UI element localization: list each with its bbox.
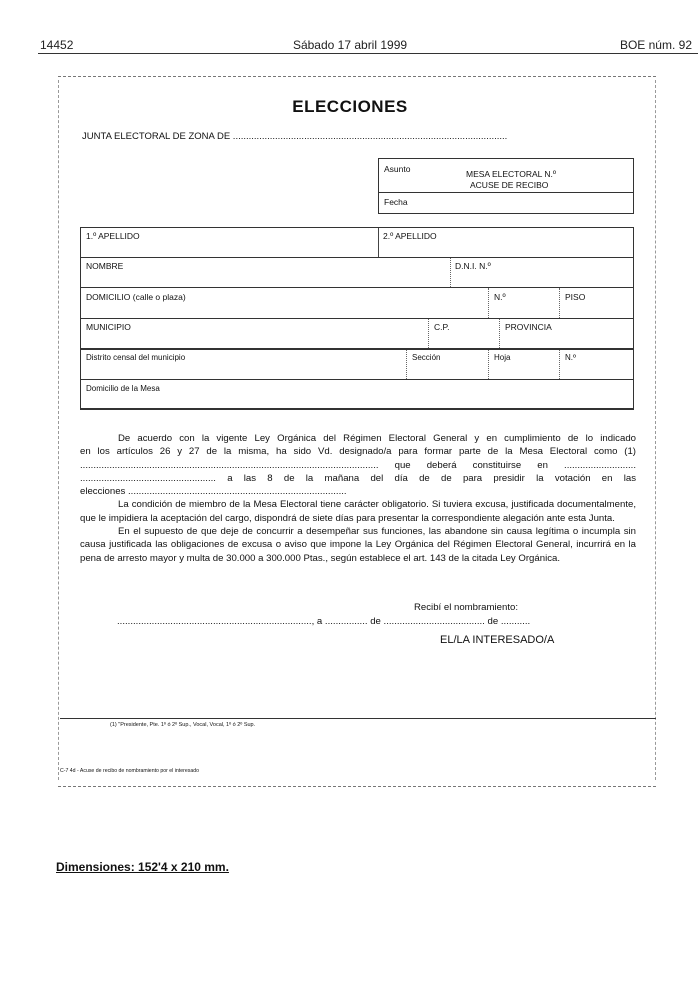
body-p3: En el supuesto de que deje de concurrir a desempeñar sus funciones, las abandone sin causa legítima o incumpla sin causa justificada las obligaciones de excusa o aviso que impone la Ley Orgánica del Régimen Electoral General, incurrirá en la pena de arresto mayor y multa de 30.000 a 300.000 Ptas., según establece el art. 143 de la citada Ley Orgánica. <box>80 526 636 564</box>
dimensions-note: Dimensiones: 152'4 x 210 mm. <box>56 860 229 874</box>
page-number: 14452 <box>40 38 74 52</box>
sheet-label: Hoja <box>494 353 511 362</box>
cut-line-bottom <box>58 786 656 787</box>
junta-electoral-line: JUNTA ELECTORAL DE ZONA DE ........................................................................................................ <box>82 131 508 142</box>
body-p1-line5: elecciones .................................................................................. <box>80 486 347 498</box>
cut-line-right <box>655 80 656 780</box>
header-rule <box>38 53 698 54</box>
header-date: Sábado 17 abril 1999 <box>292 38 408 52</box>
form-title: ELECCIONES <box>292 97 408 116</box>
polling-address-label: Domicilio de la Mesa <box>86 384 160 393</box>
first-surname-label: 1.º APELLIDO <box>86 231 140 241</box>
acuse-recibo-label: ACUSE DE RECIBO <box>470 180 549 190</box>
cut-line-top <box>58 76 656 77</box>
body-p1-line1: De acuerdo con la vigente Ley Orgánica del Régimen Electoral General y en cumplimiento de lo indicado <box>118 433 636 444</box>
asunto-divider <box>378 192 634 193</box>
signature-label: EL/LA INTERESADO/A <box>440 634 555 646</box>
province-label: PROVINCIA <box>505 322 552 332</box>
number2-label: N.º <box>565 353 576 362</box>
asunto-label: Asunto <box>384 164 411 174</box>
body-p1-line4: ................................................... a las 8 de la mañana del día de de para presidir la votación en las <box>80 472 636 484</box>
footnote: (1) "Presidente, Pte. 1º ó 2º Sup., Vocal, Vocal, 1º ó 2º Sup. <box>110 722 256 728</box>
postal-code-label: C.P. <box>434 322 450 332</box>
body-text <box>80 432 636 565</box>
mesa-electoral-label: MESA ELECTORAL N.º <box>466 169 557 179</box>
address-label: DOMICILIO (calle o plaza) <box>86 292 186 302</box>
body-p1-line2: en los artículos 26 y 27 de la misma, ha sido Vd. designado/a para formar parte de la Mesa Electoral como (1) <box>80 446 636 458</box>
bulletin-number: BOE núm. 92 <box>619 38 692 52</box>
fecha-label: Fecha <box>384 197 408 207</box>
cut-line-left <box>58 80 59 780</box>
dni-label: D.N.I. N.º <box>455 261 491 271</box>
floor-label: PISO <box>565 292 586 302</box>
census-district-label: Distrito censal del municipio <box>86 353 186 362</box>
place-date-line: ........................................................................., a ................ de ...................................... de ........... <box>117 616 531 627</box>
receipt-label: Recibí el nombramiento: <box>414 602 518 613</box>
name-label: NOMBRE <box>86 261 124 271</box>
second-surname-label: 2.º APELLIDO <box>383 231 437 241</box>
body-p1-line3: ................................................................................................................ que deberá constituirse en ........................... <box>80 459 636 471</box>
section-label: Sección <box>412 353 441 362</box>
municipality-label: MUNICIPIO <box>86 322 131 332</box>
body-p2: La condición de miembro de la Mesa Electoral tiene carácter obligatorio. Si tuviera excusa, justificada documentalmente, que le impidiera la aceptación del cargo, dispondrá de siete días para presentar la correspondiente alegación ante esta Junta. <box>80 499 636 524</box>
number-label: N.º <box>494 292 506 302</box>
form-code: C-7 4d - Acuse de recibo de nombramiento por el interesado <box>60 768 199 774</box>
footnote-rule <box>60 718 656 719</box>
